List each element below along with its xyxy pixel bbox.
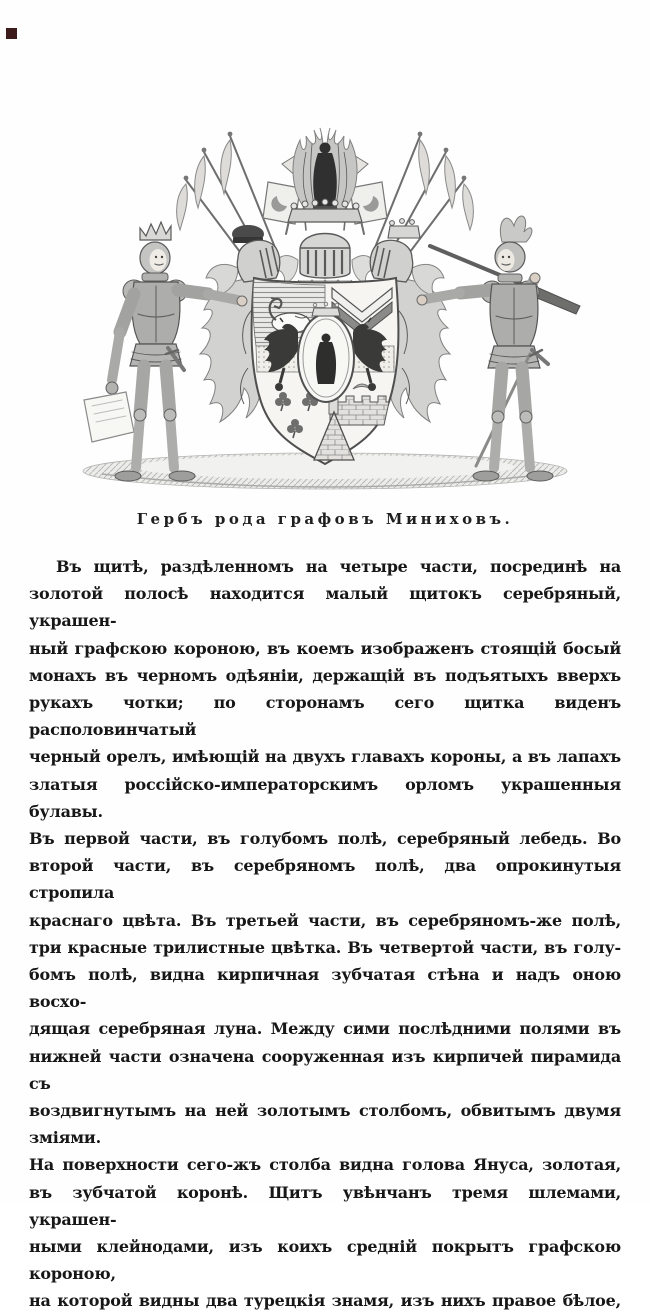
- text-line: три красные трилистные цвѣтка. Въ четвертой части, въ голу-: [29, 937, 621, 957]
- text-line: въ зубчатой коронѣ. Щитъ увѣнчанъ тремя шлемами, украшен-: [29, 1182, 621, 1229]
- text-line: черный орелъ, имѣющій на двухъ главахъ короны, а въ лапахъ: [29, 747, 621, 767]
- text-line: монахъ въ черномъ одѣяніи, держащій въ подъятыхъ вверхъ: [29, 665, 621, 685]
- coat-of-arms-engraving: [62, 100, 588, 492]
- paper-scroll: [84, 392, 134, 442]
- text-line: краснаго цвѣта. Въ третьей части, въ серебряномъ-же полѣ,: [29, 910, 621, 930]
- text-line: На поверхности сего-жъ столба видна голова Януса, золотая,: [29, 1155, 621, 1175]
- text-line: златыя россійско-императорскимъ орломъ украшенныя булавы.: [29, 774, 621, 821]
- left-helmet: [232, 225, 280, 282]
- description-paragraph: [29, 553, 621, 1315]
- text-line: дящая серебряная луна. Между сими послѣдними полями въ: [29, 1019, 621, 1039]
- text-line: на которой видны два турецкія знамя, изъ нихъ правое бѣлое,: [29, 1291, 621, 1311]
- text-line: воздвигнутымъ на ней золотымъ столбомъ, обвитымъ двумя зміями.: [29, 1101, 621, 1148]
- text-line: Въ первой части, въ голубомъ полѣ, серебряный лебедь. Во: [29, 829, 621, 849]
- scan-artifact-mark: [6, 28, 17, 39]
- coat-of-arms-svg: [62, 100, 588, 492]
- text-line: нижней части означена сооруженная изъ кирпичей пирамида съ: [29, 1046, 621, 1093]
- text-line: второй части, въ серебряномъ полѣ, два опрокинутыя стропила: [29, 856, 621, 903]
- helmets: [232, 219, 420, 285]
- count-crown: [288, 199, 362, 222]
- text-line: бомъ полѣ, видна кирпичная зубчатая стѣна и надъ оною восхо-: [29, 965, 621, 1012]
- text-line: рукахъ чотки; по сторонамъ сего щитка виденъ располовинчатый: [29, 693, 621, 740]
- text-line: золотой полосѣ находится малый щитокъ серебряный, украшен-: [29, 584, 621, 631]
- text-line: Въ щитѣ, раздѣленномъ на четыре части, посрединѣ на: [56, 557, 621, 576]
- helmet-plume: [500, 216, 532, 242]
- center-helmet: [298, 234, 352, 286]
- crest-monk-and-wings: [288, 128, 362, 222]
- shield: [252, 278, 399, 464]
- text-line: ный графскою короною, въ коемъ изображенъ стоящій босый: [29, 638, 621, 658]
- illustration-caption: Гербъ рода графовъ Миниховъ.: [136, 510, 514, 528]
- text-line: ными клейнодами, изъ коихъ средній покрытъ графскою короною,: [29, 1237, 621, 1284]
